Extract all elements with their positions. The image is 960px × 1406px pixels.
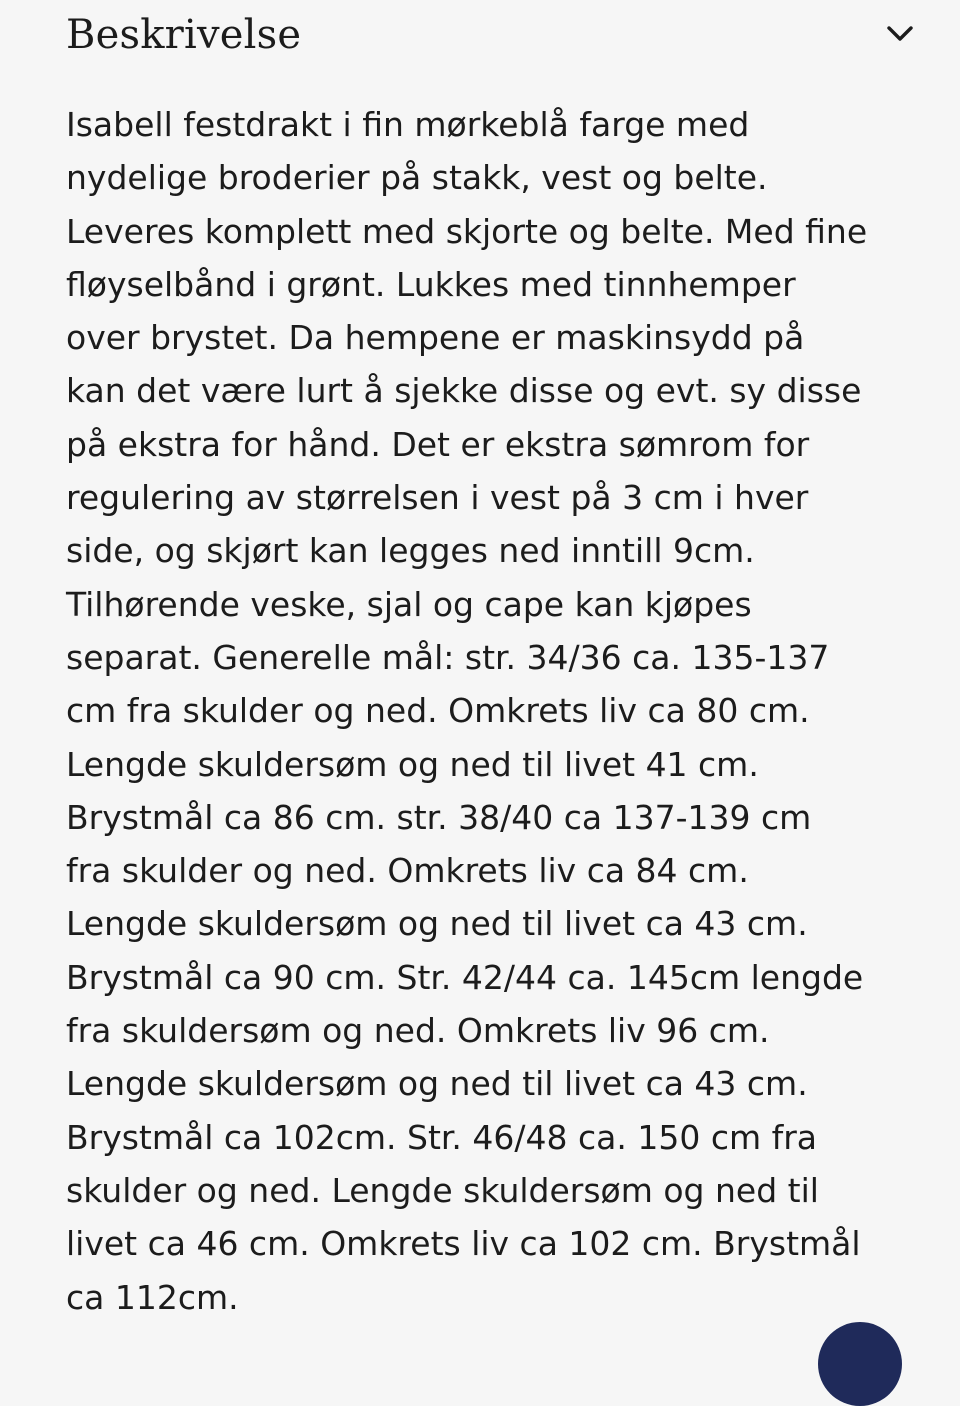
description-line: nydelige broderier på stakk, vest og belte. — [66, 158, 768, 198]
description-line: Isabell festdrakt i fin mørkeblå farge med — [66, 105, 750, 144]
description-line: Lengde skuldersøm og ned til livet ca 43 cm. — [66, 904, 808, 944]
description-line: fløyselbånd i grønt. Lukkes med tinnhemper — [66, 264, 796, 304]
description-text — [66, 98, 906, 1324]
description-line: Lengde skuldersøm og ned til livet 41 cm. — [66, 744, 759, 784]
description-line: Brystmål ca 102cm. Str. 46/48 ca. 150 cm fra — [66, 1117, 818, 1157]
description-line: side, og skjørt kan legges ned inntill 9cm. — [66, 531, 755, 571]
accordion-header[interactable] — [0, 0, 960, 80]
description-line: cm fra skulder og ned. Omkrets liv ca 80 cm. — [66, 691, 810, 731]
description-line: fra skuldersøm og ned. Omkrets liv 96 cm. — [66, 1011, 770, 1051]
description-line: Tilhørende veske, sjal og cape kan kjøpes — [66, 584, 752, 624]
description-line: over brystet. Da hempene er maskinsydd på — [66, 318, 805, 358]
description-line: livet ca 46 cm. Omkrets liv ca 102 cm. Brystmål — [66, 1224, 861, 1264]
accordion-title: Beskrivelse — [66, 12, 302, 58]
description-line: Brystmål ca 90 cm. Str. 42/44 ca. 145cm lengde — [66, 957, 864, 997]
description-line: fra skulder og ned. Omkrets liv ca 84 cm. — [66, 851, 749, 891]
description-line: Brystmål ca 86 cm. str. 38/40 ca 137-139 cm — [66, 797, 812, 837]
floating-action-button[interactable] — [818, 1322, 902, 1406]
description-line: på ekstra for hånd. Det er ekstra sømrom for — [66, 424, 810, 464]
description-line: skulder og ned. Lengde skuldersøm og ned til — [66, 1170, 819, 1210]
chevron-down-icon[interactable] — [884, 18, 916, 50]
description-line: ca 112cm. — [66, 1277, 239, 1317]
description-line: Lengde skuldersøm og ned til livet ca 43 cm. — [66, 1064, 808, 1104]
description-line: separat. Generelle mål: str. 34/36 ca. 135-137 — [66, 637, 830, 677]
description-line: kan det være lurt å sjekke disse og evt. sy disse — [66, 371, 862, 411]
description-line: regulering av størrelsen i vest på 3 cm i hver — [66, 478, 809, 518]
description-line: Leveres komplett med skjorte og belte. Med fine — [66, 211, 868, 251]
